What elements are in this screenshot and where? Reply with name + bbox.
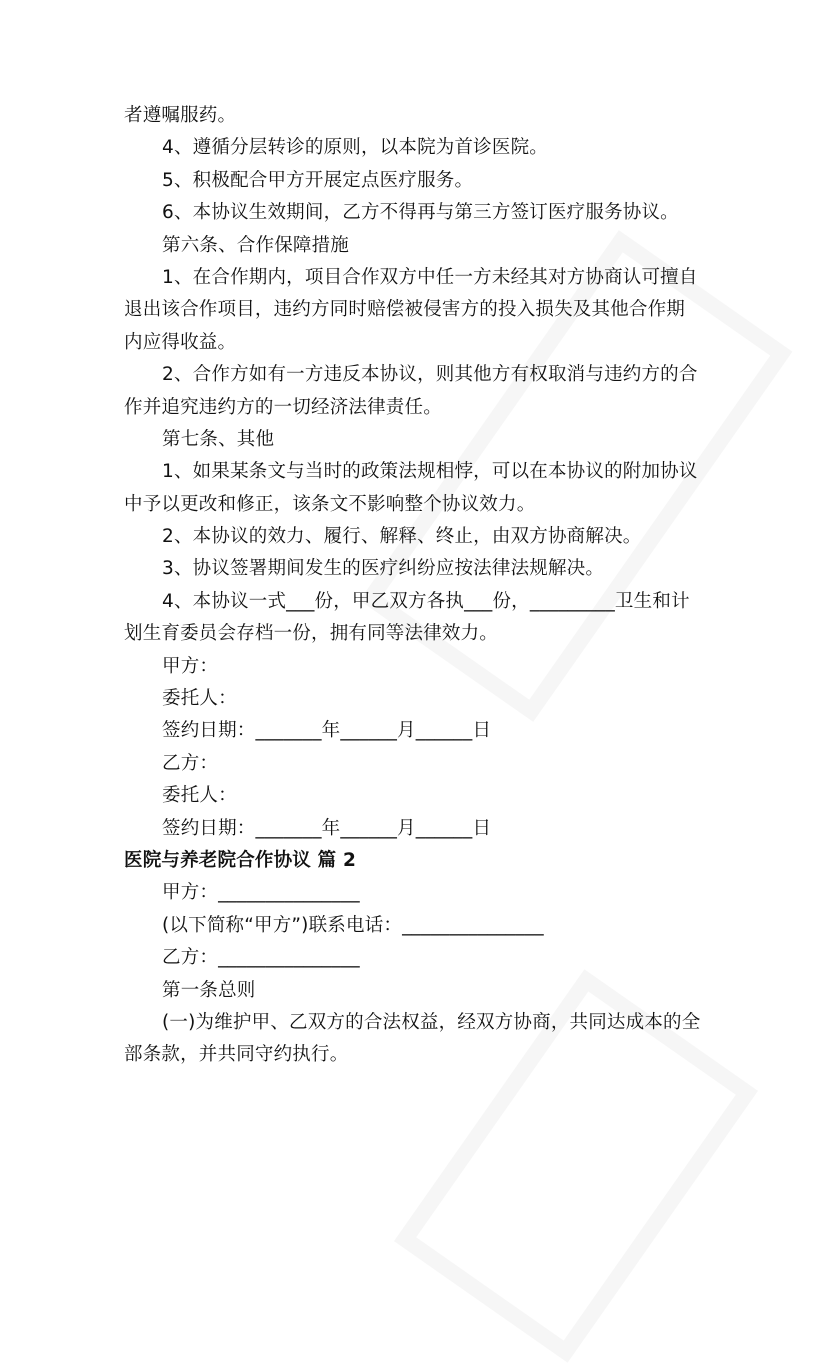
text-line: 4、本协议一式___份，甲乙双方各执___份，_________卫生和计 [162,590,690,612]
text-line: 1、如果某条文与当时的政策法规相悖，可以在本协议的附加协议 [162,461,698,483]
text-line: 乙方：_______________ [162,947,360,969]
text-line: 委托人： [162,785,237,807]
text-line: 2、本协议的效力、履行、解释、终止，由双方协商解决。 [162,526,642,548]
text-line: 签约日期：_______年______月______日 [162,817,492,839]
section-heading: 医院与养老院合作协议 篇 2 [124,849,357,871]
text-line: 者遵嘱服药。 [124,105,237,126]
text-line: 5、积极配合甲方开展定点医疗服务。 [162,169,474,191]
text-line: 第一条总则 [162,979,256,1001]
text-line: 4、遵循分层转诊的原则，以本院为首诊医院。 [162,137,548,159]
text-line: 甲方：_______________ [162,882,360,904]
text-line: 3、协议签署期间发生的医疗纠纷应按法律法规解决。 [162,558,605,580]
text-line: 第六条、合作保障措施 [162,234,350,256]
text-line: (一)为维护甲、乙双方的合法权益，经双方协商，共同达成本的全 [162,1011,701,1033]
text-line: 内应得收益。 [124,331,237,353]
text-line: 中予以更改和修正，该条文不影响整个协议效力。 [124,493,536,515]
text-line: 签约日期：_______年______月______日 [162,720,492,742]
text-line: 6、本协议生效期间，乙方不得再与第三方签订医疗服务协议。 [162,202,679,224]
document-page [124,100,719,1072]
text-line: 1、在合作期内，项目合作双方中任一方未经其对方协商认可擅自 [162,266,698,288]
text-line: (以下简称“甲方”)联系电话：_______________ [162,914,544,936]
text-line: 委托人： [162,688,237,710]
text-line: 部条款，并共同守约执行。 [124,1044,349,1066]
text-line: 第七条、其他 [162,428,275,450]
text-line: 作并追究违约方的一切经济法律责任。 [124,396,442,418]
text-line: 2、合作方如有一方违反本协议，则其他方有权取消与违约方的合 [162,364,698,386]
text-line: 甲方： [162,655,219,677]
text-line: 退出该合作项目，违约方同时赔偿被侵害方的投入损失及其他合作期 [124,299,686,321]
text-line: 划生育委员会存档一份，拥有同等法律效力。 [124,623,499,645]
text-line: 乙方： [162,752,219,774]
